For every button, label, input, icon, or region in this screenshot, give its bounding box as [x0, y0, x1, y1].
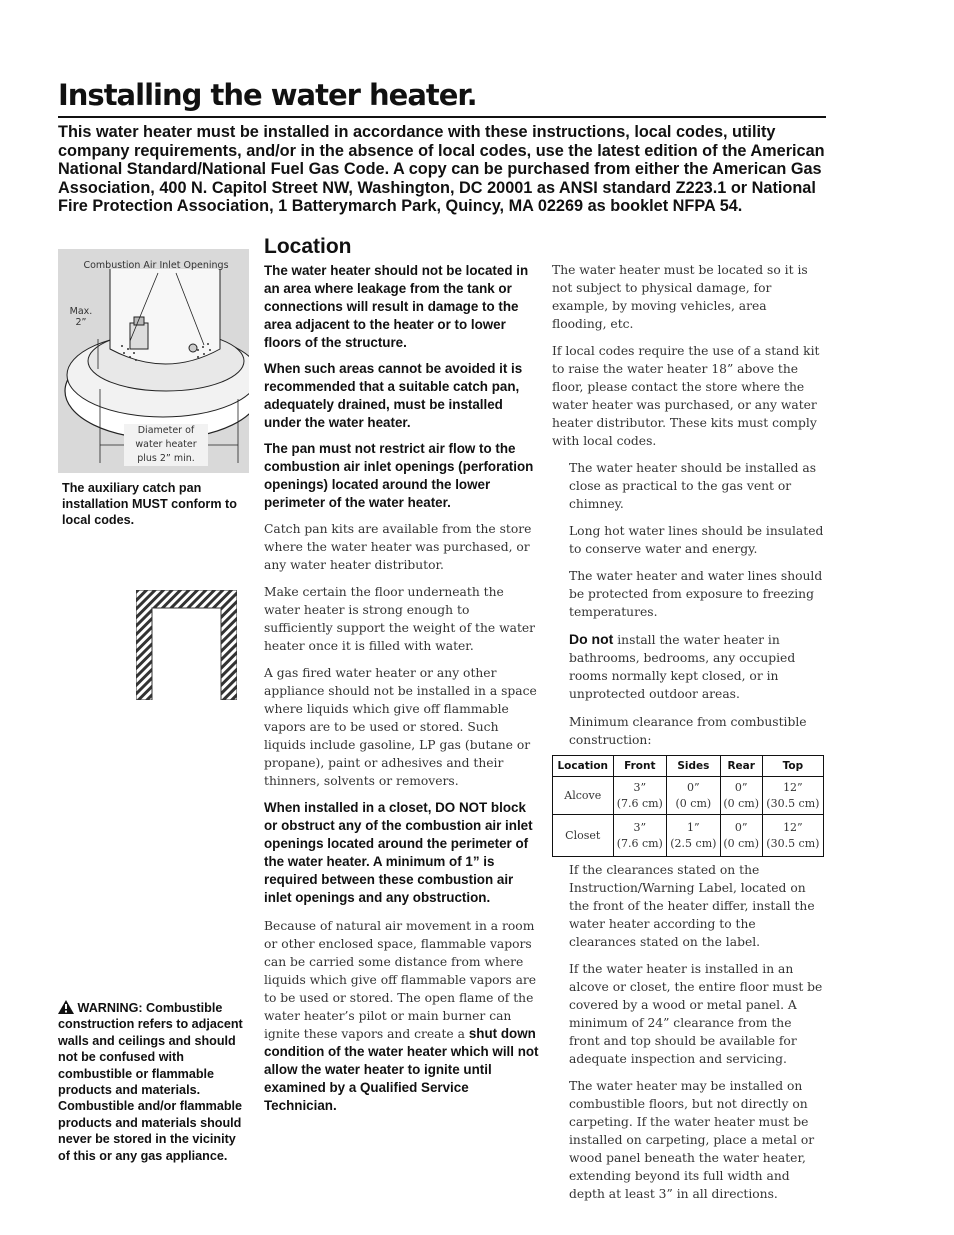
row-rear [720, 815, 762, 857]
top-cm: (30.5 cm) [766, 796, 820, 810]
diameter-line1: Diameter of [137, 425, 195, 436]
right-p1: The water heater must be located so it is not subject to physical damage, for example, by moving vehicles, area flooding, etc. [552, 263, 808, 331]
header-front: Front [613, 756, 667, 777]
page-title: Installing the water heater. [58, 78, 477, 112]
table-row [553, 815, 824, 857]
location-p6: A gas fired water heater or any other appliance should not be installed in a space where liquids which give off flammable vapors are to be used or stored. Such liquids include gasoline, LP gas (butane or propane), paint or adhesives and their thinners, solvents or removers. [264, 666, 537, 788]
row-rear [720, 777, 762, 815]
diameter-line2: water heater [135, 439, 197, 450]
row-top [762, 777, 823, 815]
right-p9: If the water heater is installed in an alcove or closet, the entire floor must be covered by a wood or metal panel. A minimum of 24” clearance from the front and top should be available for adequate inspection and servicing. [569, 962, 823, 1066]
row-front [613, 777, 667, 815]
table-row [553, 777, 824, 815]
location-p3: The pan must not restrict air flow to the combustion air inlet openings (perforation openings) located around the lower perimeter of the water heater. [264, 441, 534, 510]
location-p7: When installed in a closet, DO NOT block or obstruct any of the combustion air inlet openings located around the perimeter of the water heater. A minimum of 1” is required between these combustion air inlet openings and any obstruction. [264, 800, 533, 905]
right-p3: The water heater should be installed as close as practical to the gas vent or chimney. [569, 461, 817, 511]
max-label [68, 306, 94, 328]
row-front [613, 815, 667, 857]
front-in: 3” [633, 780, 647, 794]
header-rear: Rear [720, 756, 762, 777]
sides-in: 1” [687, 820, 700, 834]
diameter-label [124, 424, 208, 466]
max-label-line1: Max. [69, 306, 93, 317]
top-in: 12” [783, 780, 803, 794]
right-p7: Minimum clearance from combustible construction: [569, 715, 807, 747]
intro-paragraph: This water heater must be installed in accordance with these instructions, local codes, utility company requirements, and/or in the absence of local codes, use the latest edition of the American National Standard/National Fuel Gas Code. A copy can be purchased from either the American Gas Association, 400 N. Capitol Street NW, Washington, DC 20001 as ANSI standard Z223.1 or National Fire Protection Association, 1 Batterymarch Park, Quincy, MA 02269 as booklet NFPA 54. [58, 123, 825, 216]
sides-in: 0” [687, 780, 700, 794]
right-column [552, 261, 824, 1203]
location-p2: When such areas cannot be avoided it is recommended that a suitable catch pan, adequately drained, must be installed under the water heater. [264, 361, 523, 430]
figure-caption: The auxiliary catch pan installation MUST conform to local codes. [62, 481, 237, 527]
location-p8-bold: shut down condition of the water heater which will not allow the water heater to ignite until examined by a Qualified Service Technician. [264, 1026, 539, 1113]
front-in: 3” [633, 820, 647, 834]
location-p8-regular: Because of natural air movement in a room or other enclosed space, flammable vapors can be carried some distance from where liquids which give off flammable vapors are to be used or stored. The open flame of the water heater’s pilot or main burner can ignite these vapors and create a [264, 919, 537, 1041]
right-p6 [569, 630, 824, 703]
header-location: Location [553, 756, 614, 777]
location-p1: The water heater should not be located in an area where leakage from the tank or connections will result in damage to the area adjacent to the heater or to lower floors of the structure. [264, 263, 529, 350]
sides-cm: (2.5 cm) [670, 836, 717, 850]
rear-in: 0” [734, 780, 748, 794]
right-p5: The water heater and water lines should be protected from exposure to freezing temperatures. [569, 569, 823, 619]
combustion-air-label: Combustion Air Inlet Openings [83, 260, 229, 271]
warning-text: WARNING: Combustible construction refers to adjacent walls and ceilings and should not be confused with combustible or flammable products and materials. Combustible and/or flammable products and materials should never be stored in the vicinity of this or any gas appliance. [58, 1001, 243, 1163]
front-cm: (7.6 cm) [616, 836, 663, 850]
header-sides: Sides [667, 756, 721, 777]
clearance-table [552, 755, 824, 857]
location-heading: Location [264, 235, 352, 258]
diameter-line3: plus 2” min. [137, 453, 195, 464]
sides-cm: (0 cm) [675, 796, 712, 810]
right-p2: If local codes require the use of a stand kit to raise the water heater 18” above the floor, please contact the store where the water heater was purchased, or any water heater distributor. These kits must comply with local codes. [552, 344, 820, 448]
location-p8 [264, 917, 539, 1115]
rear-cm: (0 cm) [723, 796, 760, 810]
location-p5: Make certain the floor underneath the water heater is strong enough to sufficiently support the weight of the water heater once it is filled with water. [264, 585, 536, 653]
right-p8: If the clearances stated on the Instruction/Warning Label, located on the front of the heater differ, install the water heater according to the clearances stated on the label. [569, 863, 815, 949]
right-p6-regular: install the water heater in bathrooms, bedrooms, any occupied rooms normally kept closed, or in unprotected outdoor areas. [569, 633, 796, 701]
max-label-line2: 2” [75, 317, 87, 328]
warning-note [58, 1000, 248, 1164]
right-p10: The water heater may be installed on combustible floors, but not directly on carpeting. If the water heater must be installed on carpeting, place a metal or wood panel beneath the water heater, extending beyond its full width and depth at least 3” in all directions. [569, 1079, 815, 1201]
row-sides [667, 777, 721, 815]
title-divider [58, 116, 826, 118]
row-sides [667, 815, 721, 857]
row-top [762, 815, 823, 857]
top-cm: (30.5 cm) [766, 836, 820, 850]
catch-pan-illustration [58, 249, 249, 473]
header-top: Top [762, 756, 823, 777]
location-column [264, 235, 539, 1115]
row-location: Alcove [553, 777, 614, 815]
warning-triangle-icon [58, 1000, 74, 1014]
rear-cm: (0 cm) [723, 836, 760, 850]
right-p6-bold: Do not [569, 631, 614, 647]
location-p4: Catch pan kits are available from the store where the water heater was purchased, or any water heater distributor. [264, 522, 532, 572]
front-cm: (7.6 cm) [616, 796, 663, 810]
row-location: Closet [553, 815, 614, 857]
right-p4: Long hot water lines should be insulated to conserve water and energy. [569, 524, 824, 556]
rear-in: 0” [734, 820, 748, 834]
top-in: 12” [783, 820, 803, 834]
table-header-row [553, 756, 824, 777]
closet-hatch-icon [136, 590, 237, 700]
